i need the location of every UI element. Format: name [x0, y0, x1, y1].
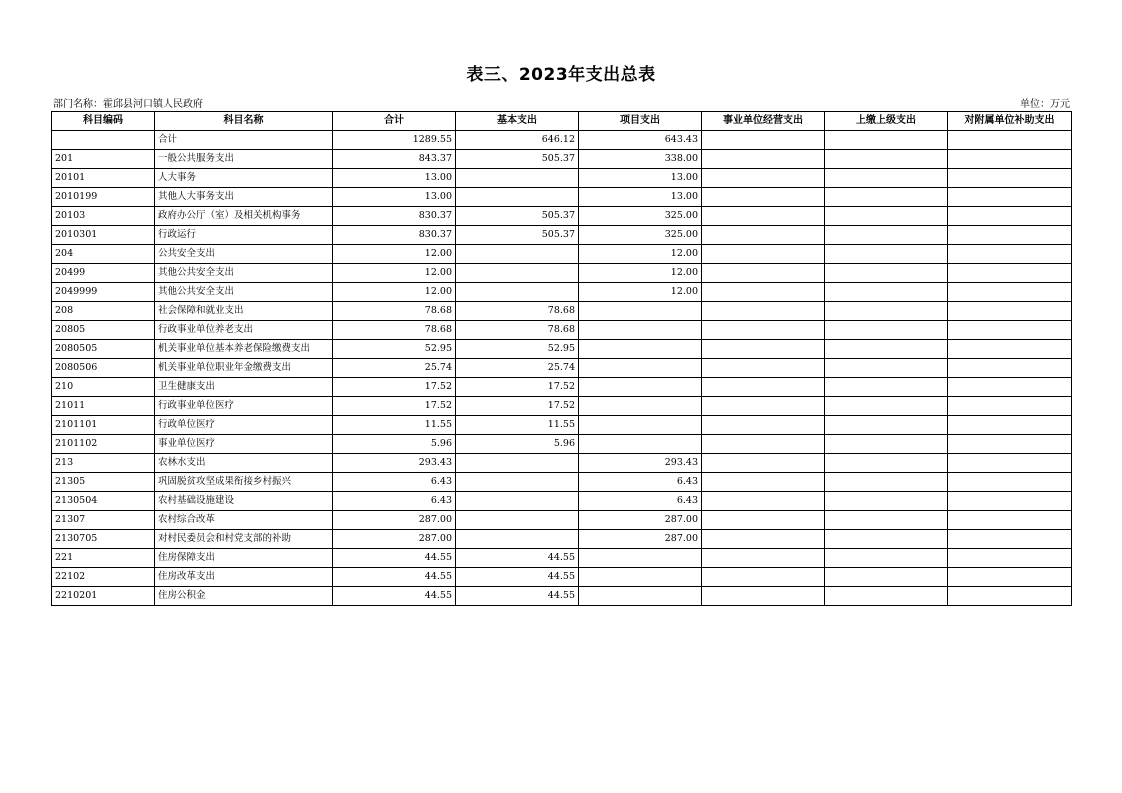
project-expenditure-cell [579, 397, 702, 416]
subject-name-cell: 机关事业单位基本养老保险缴费支出 [155, 340, 333, 359]
total-cell: 13.00 [333, 188, 456, 207]
subject-name-cell: 其他公共安全支出 [155, 283, 333, 302]
remit-superior-cell [825, 340, 948, 359]
subsidiary-subsidy-cell [948, 492, 1072, 511]
subsidiary-subsidy-cell [948, 302, 1072, 321]
subsidiary-subsidy-cell [948, 264, 1072, 283]
table-row [52, 264, 1072, 283]
remit-superior-cell [825, 549, 948, 568]
subject-code-cell: 2210201 [52, 587, 155, 606]
total-cell: 830.37 [333, 207, 456, 226]
header-subject-code: 科目编码 [52, 112, 155, 131]
total-cell: 5.96 [333, 435, 456, 454]
subsidiary-subsidy-cell [948, 568, 1072, 587]
project-expenditure-cell [579, 302, 702, 321]
table-row [52, 226, 1072, 245]
unit-label: 单位：万元 [1020, 99, 1070, 110]
business-expenditure-cell [702, 359, 825, 378]
remit-superior-cell [825, 587, 948, 606]
total-cell: 12.00 [333, 245, 456, 264]
subject-code-cell: 21305 [52, 473, 155, 492]
project-expenditure-cell: 12.00 [579, 264, 702, 283]
subsidiary-subsidy-cell [948, 378, 1072, 397]
total-cell: 78.68 [333, 302, 456, 321]
business-expenditure-cell [702, 207, 825, 226]
table-row [52, 454, 1072, 473]
subject-name-cell: 住房改革支出 [155, 568, 333, 587]
subject-code-cell: 21307 [52, 511, 155, 530]
subsidiary-subsidy-cell [948, 150, 1072, 169]
project-expenditure-cell [579, 568, 702, 587]
basic-expenditure-cell [456, 283, 579, 302]
project-expenditure-cell: 13.00 [579, 169, 702, 188]
total-cell: 287.00 [333, 530, 456, 549]
total-cell: 287.00 [333, 511, 456, 530]
table-row [52, 188, 1072, 207]
table-row [52, 131, 1072, 150]
business-expenditure-cell [702, 226, 825, 245]
subsidiary-subsidy-cell [948, 454, 1072, 473]
table-row [52, 435, 1072, 454]
subsidiary-subsidy-cell [948, 321, 1072, 340]
subject-name-cell: 行政事业单位养老支出 [155, 321, 333, 340]
table-row [52, 416, 1072, 435]
basic-expenditure-cell [456, 169, 579, 188]
total-cell: 25.74 [333, 359, 456, 378]
total-cell: 1289.55 [333, 131, 456, 150]
project-expenditure-cell [579, 340, 702, 359]
subject-code-cell: 213 [52, 454, 155, 473]
subject-code-cell: 21011 [52, 397, 155, 416]
remit-superior-cell [825, 188, 948, 207]
project-expenditure-cell [579, 549, 702, 568]
table-row [52, 207, 1072, 226]
table-row [52, 397, 1072, 416]
subsidiary-subsidy-cell [948, 416, 1072, 435]
subject-code-cell: 2010301 [52, 226, 155, 245]
total-cell: 12.00 [333, 283, 456, 302]
business-expenditure-cell [702, 454, 825, 473]
total-cell: 13.00 [333, 169, 456, 188]
table-row [52, 530, 1072, 549]
total-cell: 12.00 [333, 264, 456, 283]
business-expenditure-cell [702, 568, 825, 587]
business-expenditure-cell [702, 169, 825, 188]
table-row [52, 587, 1072, 606]
project-expenditure-cell [579, 587, 702, 606]
header-total: 合计 [333, 112, 456, 131]
business-expenditure-cell [702, 530, 825, 549]
subsidiary-subsidy-cell [948, 511, 1072, 530]
remit-superior-cell [825, 226, 948, 245]
header-business-expenditure: 事业单位经营支出 [702, 112, 825, 131]
subject-name-cell: 住房公积金 [155, 587, 333, 606]
business-expenditure-cell [702, 473, 825, 492]
business-expenditure-cell [702, 549, 825, 568]
remit-superior-cell [825, 359, 948, 378]
project-expenditure-cell: 13.00 [579, 188, 702, 207]
total-cell: 78.68 [333, 321, 456, 340]
remit-superior-cell [825, 283, 948, 302]
header-subject-name: 科目名称 [155, 112, 333, 131]
table-row [52, 302, 1072, 321]
remit-superior-cell [825, 397, 948, 416]
subject-code-cell: 20103 [52, 207, 155, 226]
basic-expenditure-cell [456, 264, 579, 283]
table-row [52, 150, 1072, 169]
business-expenditure-cell [702, 511, 825, 530]
remit-superior-cell [825, 131, 948, 150]
subject-name-cell: 合计 [155, 131, 333, 150]
basic-expenditure-cell [456, 492, 579, 511]
project-expenditure-cell: 287.00 [579, 530, 702, 549]
subject-name-cell: 政府办公厅（室）及相关机构事务 [155, 207, 333, 226]
table-row [52, 378, 1072, 397]
subsidiary-subsidy-cell [948, 530, 1072, 549]
basic-expenditure-cell: 52.95 [456, 340, 579, 359]
basic-expenditure-cell: 25.74 [456, 359, 579, 378]
business-expenditure-cell [702, 245, 825, 264]
subsidiary-subsidy-cell [948, 397, 1072, 416]
subject-code-cell: 208 [52, 302, 155, 321]
business-expenditure-cell [702, 188, 825, 207]
subject-code-cell: 204 [52, 245, 155, 264]
subject-name-cell: 其他公共安全支出 [155, 264, 333, 283]
subject-name-cell: 行政单位医疗 [155, 416, 333, 435]
business-expenditure-cell [702, 283, 825, 302]
subsidiary-subsidy-cell [948, 207, 1072, 226]
subject-code-cell: 20499 [52, 264, 155, 283]
table-row [52, 321, 1072, 340]
project-expenditure-cell: 6.43 [579, 473, 702, 492]
basic-expenditure-cell: 11.55 [456, 416, 579, 435]
table-row [52, 473, 1072, 492]
subsidiary-subsidy-cell [948, 131, 1072, 150]
subject-code-cell: 22102 [52, 568, 155, 587]
total-cell: 17.52 [333, 397, 456, 416]
project-expenditure-cell: 12.00 [579, 245, 702, 264]
remit-superior-cell [825, 416, 948, 435]
subject-code-cell: 2010199 [52, 188, 155, 207]
total-cell: 830.37 [333, 226, 456, 245]
total-cell: 17.52 [333, 378, 456, 397]
subject-name-cell: 行政事业单位医疗 [155, 397, 333, 416]
basic-expenditure-cell: 44.55 [456, 549, 579, 568]
basic-expenditure-cell [456, 454, 579, 473]
project-expenditure-cell: 287.00 [579, 511, 702, 530]
basic-expenditure-cell: 44.55 [456, 587, 579, 606]
project-expenditure-cell: 6.43 [579, 492, 702, 511]
business-expenditure-cell [702, 321, 825, 340]
subject-name-cell: 农村基础设施建设 [155, 492, 333, 511]
remit-superior-cell [825, 568, 948, 587]
total-cell: 843.37 [333, 150, 456, 169]
remit-superior-cell [825, 435, 948, 454]
subject-code-cell: 2080506 [52, 359, 155, 378]
remit-superior-cell [825, 321, 948, 340]
project-expenditure-cell: 12.00 [579, 283, 702, 302]
business-expenditure-cell [702, 131, 825, 150]
remit-superior-cell [825, 264, 948, 283]
project-expenditure-cell [579, 378, 702, 397]
business-expenditure-cell [702, 492, 825, 511]
subject-code-cell [52, 131, 155, 150]
subject-name-cell: 人大事务 [155, 169, 333, 188]
table-row [52, 359, 1072, 378]
business-expenditure-cell [702, 416, 825, 435]
subject-name-cell: 事业单位医疗 [155, 435, 333, 454]
basic-expenditure-cell: 17.52 [456, 397, 579, 416]
remit-superior-cell [825, 378, 948, 397]
basic-expenditure-cell: 505.37 [456, 226, 579, 245]
subsidiary-subsidy-cell [948, 549, 1072, 568]
subject-name-cell: 机关事业单位职业年金缴费支出 [155, 359, 333, 378]
subject-name-cell: 公共安全支出 [155, 245, 333, 264]
remit-superior-cell [825, 207, 948, 226]
subject-code-cell: 2130705 [52, 530, 155, 549]
remit-superior-cell [825, 511, 948, 530]
subsidiary-subsidy-cell [948, 473, 1072, 492]
basic-expenditure-cell: 17.52 [456, 378, 579, 397]
subject-code-cell: 20805 [52, 321, 155, 340]
project-expenditure-cell: 325.00 [579, 207, 702, 226]
subject-name-cell: 巩固脱贫攻坚成果衔接乡村振兴 [155, 473, 333, 492]
table-row [52, 492, 1072, 511]
total-cell: 44.55 [333, 568, 456, 587]
basic-expenditure-cell [456, 188, 579, 207]
basic-expenditure-cell: 5.96 [456, 435, 579, 454]
table-row [52, 568, 1072, 587]
subsidiary-subsidy-cell [948, 245, 1072, 264]
table-row [52, 245, 1072, 264]
remit-superior-cell [825, 302, 948, 321]
page-title: 表三、2023年支出总表 [466, 65, 656, 85]
subject-code-cell: 2101102 [52, 435, 155, 454]
basic-expenditure-cell: 78.68 [456, 321, 579, 340]
total-cell: 6.43 [333, 473, 456, 492]
subsidiary-subsidy-cell [948, 435, 1072, 454]
total-cell: 11.55 [333, 416, 456, 435]
project-expenditure-cell: 293.43 [579, 454, 702, 473]
subject-code-cell: 201 [52, 150, 155, 169]
remit-superior-cell [825, 169, 948, 188]
project-expenditure-cell [579, 416, 702, 435]
basic-expenditure-cell [456, 511, 579, 530]
table-row [52, 549, 1072, 568]
remit-superior-cell [825, 245, 948, 264]
header-project-expenditure: 项目支出 [579, 112, 702, 131]
project-expenditure-cell: 325.00 [579, 226, 702, 245]
project-expenditure-cell: 643.43 [579, 131, 702, 150]
subject-code-cell: 2049999 [52, 283, 155, 302]
header-subsidiary-subsidy: 对附属单位补助支出 [948, 112, 1072, 131]
subject-name-cell: 农村综合改革 [155, 511, 333, 530]
subject-code-cell: 20101 [52, 169, 155, 188]
basic-expenditure-cell: 505.37 [456, 207, 579, 226]
subsidiary-subsidy-cell [948, 340, 1072, 359]
remit-superior-cell [825, 530, 948, 549]
business-expenditure-cell [702, 340, 825, 359]
subsidiary-subsidy-cell [948, 169, 1072, 188]
header-basic-expenditure: 基本支出 [456, 112, 579, 131]
business-expenditure-cell [702, 302, 825, 321]
project-expenditure-cell [579, 435, 702, 454]
basic-expenditure-cell: 44.55 [456, 568, 579, 587]
total-cell: 6.43 [333, 492, 456, 511]
expenditure-table [51, 111, 1072, 606]
table-row [52, 283, 1072, 302]
subsidiary-subsidy-cell [948, 226, 1072, 245]
remit-superior-cell [825, 492, 948, 511]
business-expenditure-cell [702, 150, 825, 169]
basic-expenditure-cell [456, 245, 579, 264]
business-expenditure-cell [702, 435, 825, 454]
basic-expenditure-cell [456, 530, 579, 549]
subject-name-cell: 社会保障和就业支出 [155, 302, 333, 321]
subsidiary-subsidy-cell [948, 359, 1072, 378]
subject-code-cell: 2080505 [52, 340, 155, 359]
table-row [52, 169, 1072, 188]
basic-expenditure-cell [456, 473, 579, 492]
remit-superior-cell [825, 454, 948, 473]
total-cell: 44.55 [333, 587, 456, 606]
subject-name-cell: 对村民委员会和村党支部的补助 [155, 530, 333, 549]
subject-code-cell: 221 [52, 549, 155, 568]
subsidiary-subsidy-cell [948, 283, 1072, 302]
business-expenditure-cell [702, 264, 825, 283]
project-expenditure-cell [579, 321, 702, 340]
header-remit-superior: 上缴上级支出 [825, 112, 948, 131]
basic-expenditure-cell: 646.12 [456, 131, 579, 150]
total-cell: 293.43 [333, 454, 456, 473]
table-row [52, 340, 1072, 359]
subject-name-cell: 住房保障支出 [155, 549, 333, 568]
subject-name-cell: 行政运行 [155, 226, 333, 245]
business-expenditure-cell [702, 587, 825, 606]
subsidiary-subsidy-cell [948, 587, 1072, 606]
remit-superior-cell [825, 473, 948, 492]
business-expenditure-cell [702, 397, 825, 416]
subject-name-cell: 卫生健康支出 [155, 378, 333, 397]
subject-code-cell: 210 [52, 378, 155, 397]
subsidiary-subsidy-cell [948, 188, 1072, 207]
total-cell: 44.55 [333, 549, 456, 568]
subject-code-cell: 2130504 [52, 492, 155, 511]
project-expenditure-cell: 338.00 [579, 150, 702, 169]
department-label: 部门名称：霍邱县河口镇人民政府 [53, 99, 203, 110]
subject-name-cell: 其他人大事务支出 [155, 188, 333, 207]
table-header-row [52, 112, 1072, 131]
total-cell: 52.95 [333, 340, 456, 359]
project-expenditure-cell [579, 359, 702, 378]
remit-superior-cell [825, 150, 948, 169]
subject-name-cell: 农林水支出 [155, 454, 333, 473]
basic-expenditure-cell: 505.37 [456, 150, 579, 169]
subject-code-cell: 2101101 [52, 416, 155, 435]
subject-name-cell: 一般公共服务支出 [155, 150, 333, 169]
business-expenditure-cell [702, 378, 825, 397]
basic-expenditure-cell: 78.68 [456, 302, 579, 321]
table-row [52, 511, 1072, 530]
